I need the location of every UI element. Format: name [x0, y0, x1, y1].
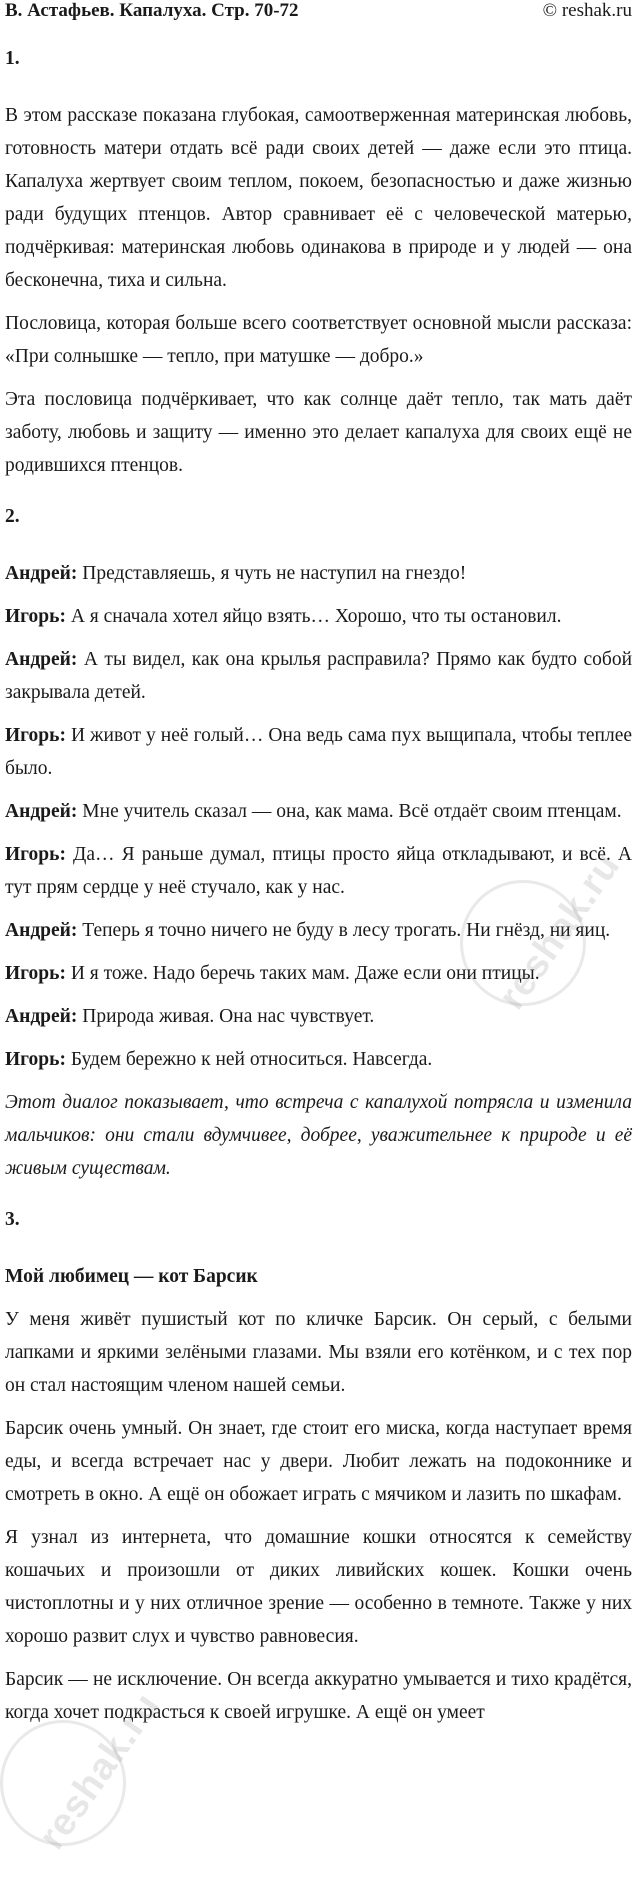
paragraph: Пословица, которая больше всего соответствует основной мысли рассказа: «При солнышке — тепло, при матушке — добро.» — [5, 313, 632, 367]
paragraph: В этом рассказе показана глубокая, самоотверженная материнская любовь, готовность матери отдать всё ради своих детей — даже если это птица. Капалуха жертвует своим теплом, покоем, безопасностью и даже жизнью ради будущих птенцов. Автор сравнивает её с человеческой матерью, подчёркивая: материнская любовь одинакова в природе и у людей — она бесконечна, тиха и сильна. — [5, 105, 632, 291]
speaker-name: Андрей: — [5, 649, 78, 670]
dialogue-text: И я тоже. Надо беречь таких мам. Даже если они птицы. — [70, 963, 540, 984]
watermark-text: reshak.ru — [30, 1685, 169, 1858]
dialogue-line — [5, 957, 632, 990]
paragraph: Я узнал из интернета, что домашние кошки относятся к семейству кошачьих и произошли от диких ливийских кошек. Кошки очень чистоплотны и у них отличное зрение — особенно в темноте. Также у них хорошо развит слух и чувство равновесия. — [5, 1527, 632, 1647]
section-number-2: 2. — [5, 506, 20, 527]
essay-title: Мой любимец — кот Барсик — [5, 1266, 258, 1287]
dialogue-line — [5, 557, 632, 590]
dialogue-line — [5, 719, 632, 785]
document-body — [5, 42, 632, 1739]
dialogue-conclusion: Этот диалог показывает, что встреча с капалухой потрясла и изменила мальчиков: они стали вдумчивее, добрее, уважительнее к природе и её живым существам. — [5, 1092, 632, 1179]
dialogue-text: Природа живая. Она нас чувствует. — [82, 1006, 375, 1027]
speaker-name: Игорь: — [5, 725, 66, 746]
speaker-name: Игорь: — [5, 606, 66, 627]
speaker-name: Андрей: — [5, 801, 78, 822]
dialogue-line — [5, 1043, 632, 1076]
dialogue-line — [5, 1000, 632, 1033]
dialogue-text: А я сначала хотел яйцо взять… Хорошо, что ты остановил. — [70, 606, 562, 627]
page-title: В. Астафьев. Капалуха. Стр. 70-72 — [5, 0, 299, 21]
paragraph: Барсик — не исключение. Он всегда аккуратно умывается и тихо крадётся, когда хочет подкрасться к своей игрушке. А ещё он умеет — [5, 1669, 632, 1723]
dialogue-text: Представляешь, я чуть не наступил на гнездо! — [82, 563, 467, 584]
dialogue-line — [5, 795, 632, 828]
dialogue-line — [5, 643, 632, 709]
speaker-name: Игорь: — [5, 844, 66, 865]
site-credit[interactable]: © reshak.ru — [542, 0, 632, 21]
speaker-name: Андрей: — [5, 563, 78, 584]
speaker-name: Андрей: — [5, 1006, 78, 1027]
dialogue-text: Да… Я раньше думал, птицы просто яйца откладывают, и всё. А тут прям сердце у неё стучало, как у нас. — [5, 844, 633, 898]
paragraph: У меня живёт пушистый кот по кличке Барсик. Он серый, с белыми лапками и яркими зелёными глазами. Мы взяли его котёнком, и с тех пор он стал настоящим членом нашей семьи. — [5, 1309, 632, 1396]
dialogue-line — [5, 600, 632, 633]
dialogue-line — [5, 914, 632, 947]
section-number-1: 1. — [5, 48, 20, 69]
dialogue-text: Будем бережно к ней относиться. Навсегда. — [70, 1049, 433, 1070]
dialogue-text: А ты видел, как она крылья расправила? Прямо как будто собой закрывала детей. — [5, 649, 633, 703]
speaker-name: Андрей: — [5, 920, 78, 941]
dialogue-line — [5, 838, 632, 904]
paragraph: Эта пословица подчёркивает, что как солнце даёт тепло, так мать даёт заботу, любовь и защиту — именно это делает капалуха для своих ещё не родившихся птенцов. — [5, 389, 632, 476]
speaker-name: Игорь: — [5, 963, 66, 984]
dialogue-text: И живот у неё голый… Она ведь сама пух выщипала, чтобы теплее было. — [5, 725, 633, 779]
page-header — [5, 0, 632, 30]
section-number-3: 3. — [5, 1209, 20, 1230]
dialogue-text: Мне учитель сказал — она, как мама. Всё отдаёт своим птенцам. — [82, 801, 622, 822]
speaker-name: Игорь: — [5, 1049, 66, 1070]
watermark-text: reshak.ru — [490, 845, 629, 1018]
dialogue-text: Теперь я точно ничего не буду в лесу трогать. Ни гнёзд, ни яиц. — [82, 920, 611, 941]
paragraph: Барсик очень умный. Он знает, где стоит его миска, когда наступает время еды, и всегда встречает нас у двери. Любит лежать на подоконнике и смотреть в окно. А ещё он обожает играть с мячиком и лазить по шкафам. — [5, 1418, 632, 1505]
